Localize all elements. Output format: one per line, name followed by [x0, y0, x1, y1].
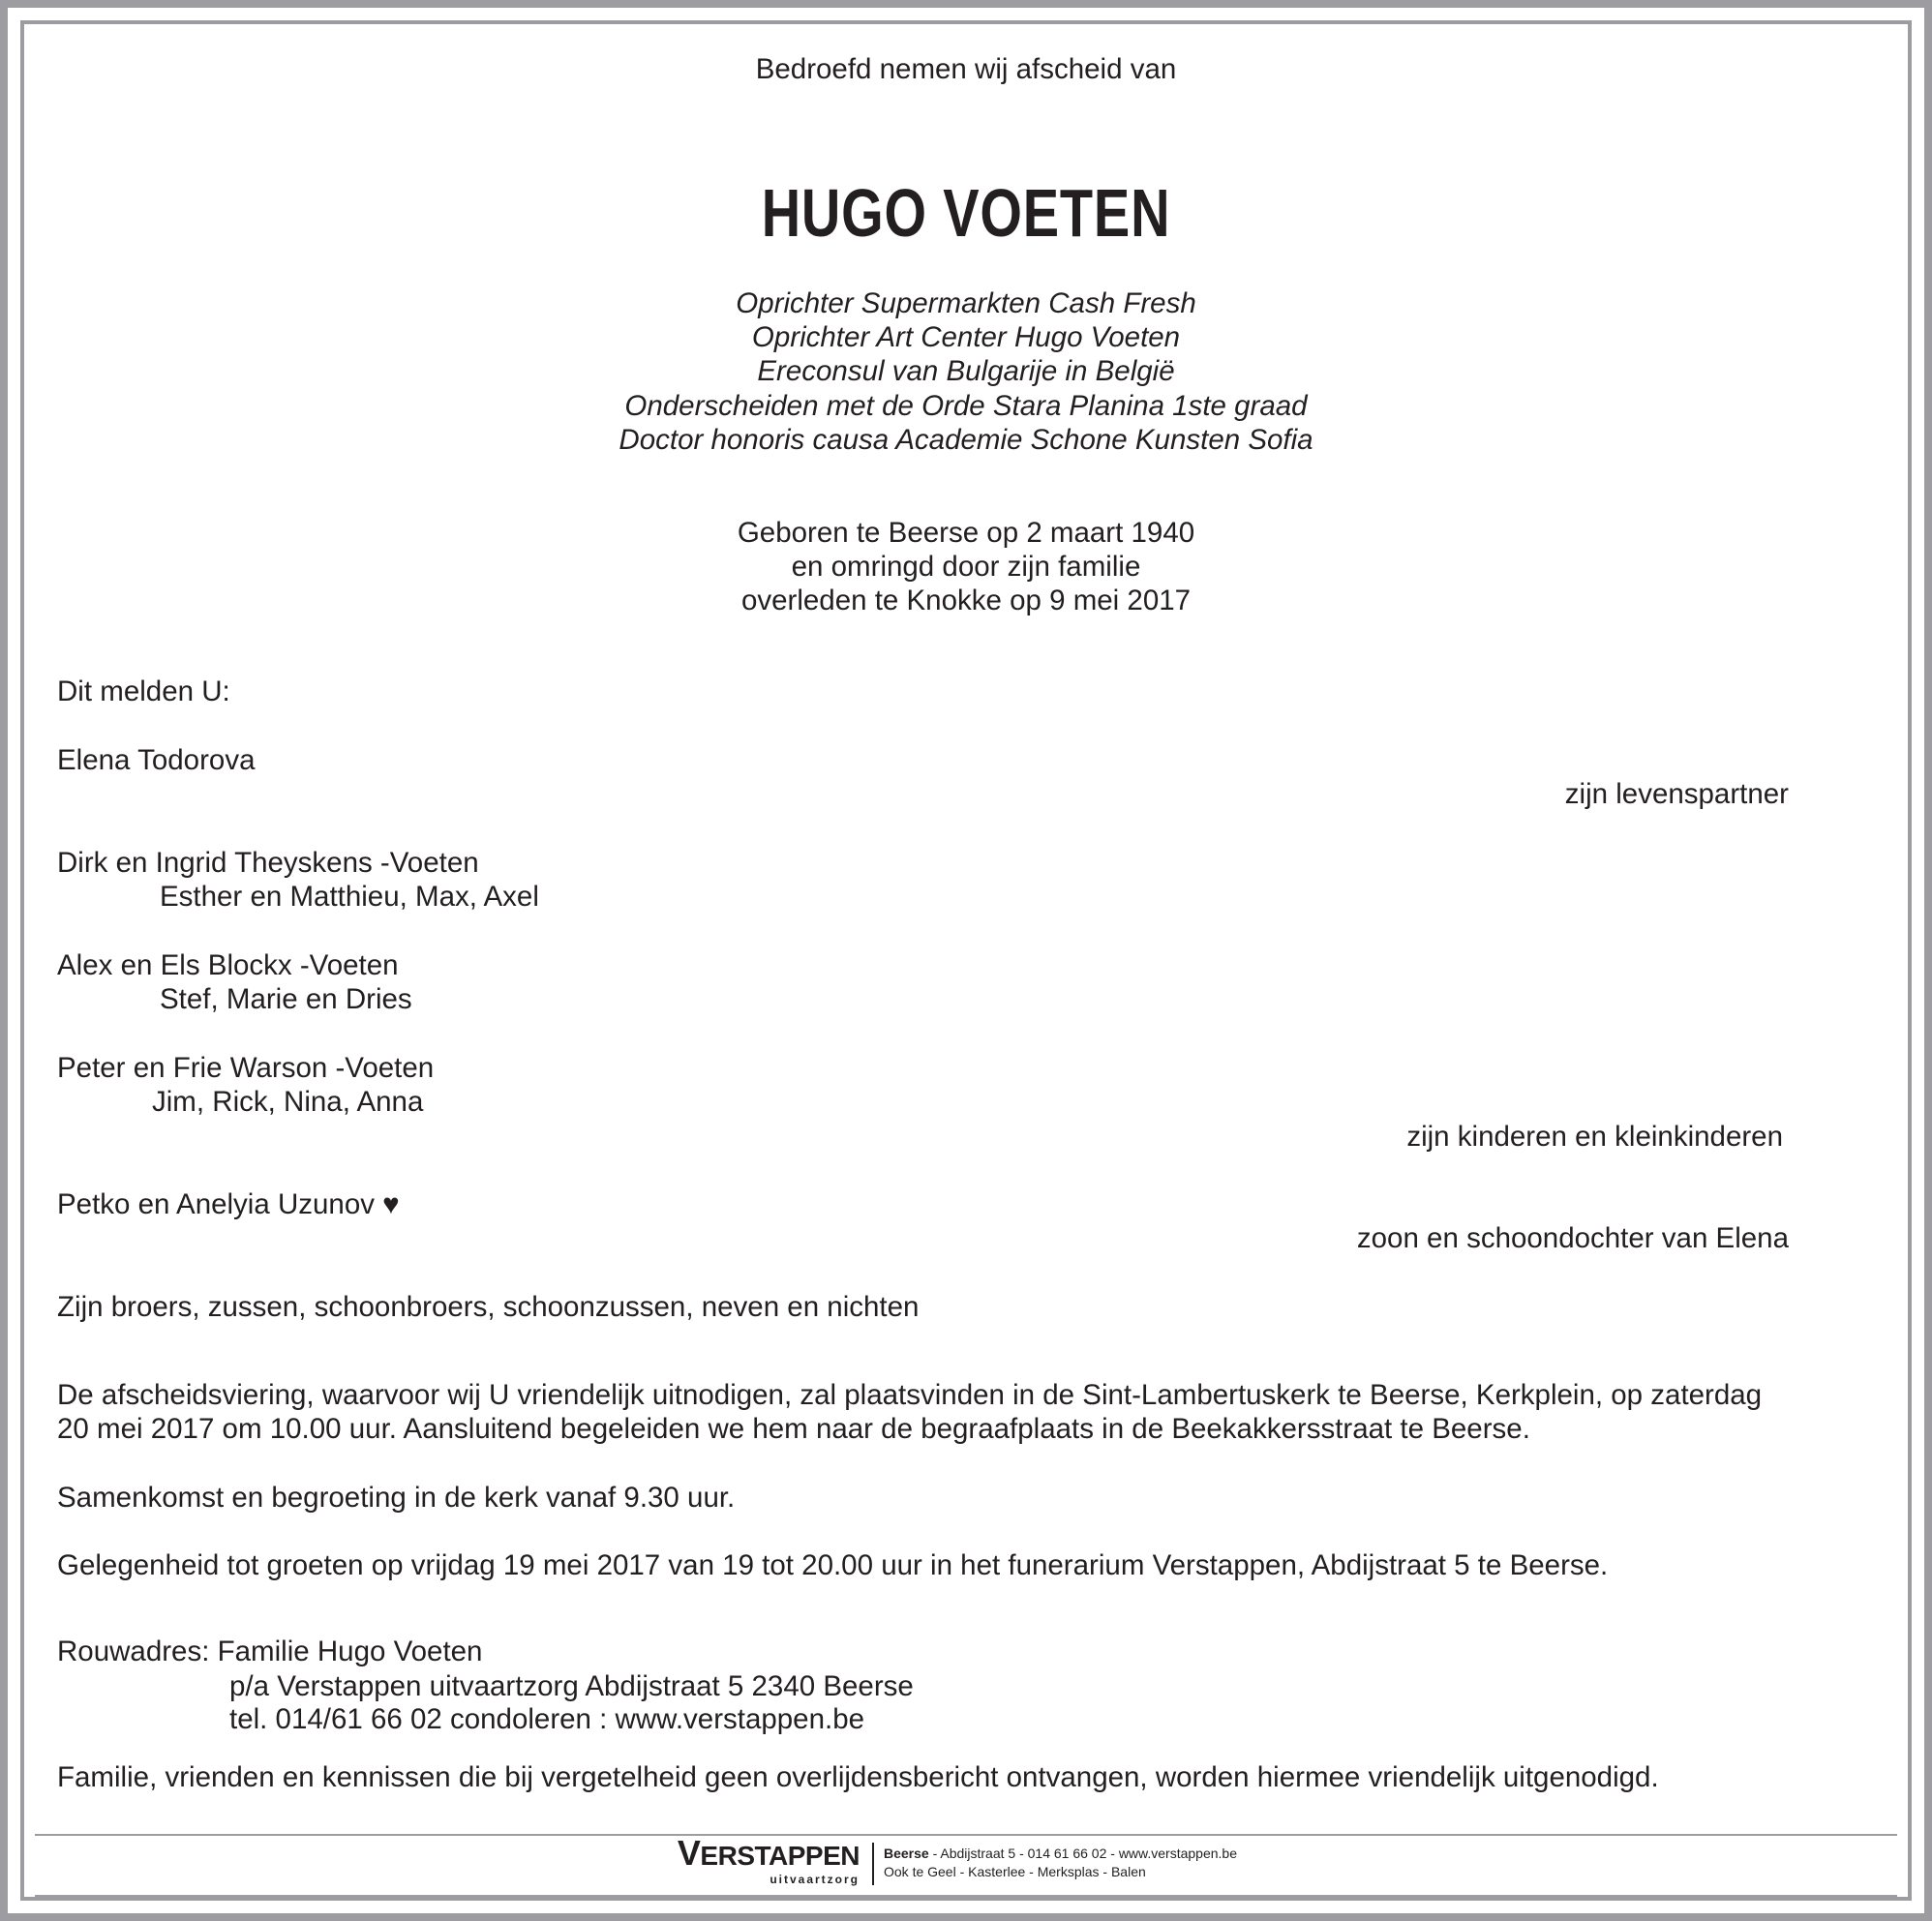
bottom-divider	[35, 1895, 1897, 1897]
grandchildren: Esther en Matthieu, Max, Axel	[160, 881, 539, 913]
date-line: overleden te Knokke op 9 mei 2017	[740, 585, 1192, 616]
child-family: Dirk en Ingrid Theyskens -Voeten	[57, 847, 479, 879]
footer-locations: Ook te Geel - Kasterlee - Merksplas - Balen	[884, 1864, 1146, 1879]
verstappen-logo: VERSTAPPEN uitvaartzorg	[677, 1833, 860, 1886]
service-line: 20 mei 2017 om 10.00 uur. Aansluitend begeleiden we hem naar de begraafplaats in de Beekakkersstraat te Beerse.	[57, 1413, 1530, 1445]
title-line: Oprichter Supermarkten Cash Fresh	[736, 287, 1196, 319]
address-line: p/a Verstappen uitvaartzorg Abdijstraat 5 2340 Beerse	[229, 1670, 914, 1702]
title-line: Onderscheiden met de Orde Stara Planina 1ste graad	[624, 390, 1308, 422]
title-line: Doctor honoris causa Academie Schone Kunsten Sofia	[619, 424, 1313, 456]
title-line: Oprichter Art Center Hugo Voeten	[751, 321, 1181, 353]
footer-divider	[35, 1834, 1897, 1836]
child-family: Alex en Els Blockx -Voeten	[57, 949, 399, 981]
grandchildren: Stef, Marie en Dries	[160, 983, 412, 1015]
visit-text: Gelegenheid tot groeten op vrijdag 19 mei 2017 van 19 tot 20.00 uur in het funerarium Verstappen, Abdijstraat 5 te Beerse.	[57, 1549, 1609, 1581]
other-relatives: Zijn broers, zussen, schoonbroers, schoonzussen, neven en nichten	[57, 1291, 920, 1323]
grandchildren: Jim, Rick, Nina, Anna	[152, 1086, 424, 1118]
son-role: zoon en schoondochter van Elena	[1356, 1222, 1789, 1254]
child-family: Peter en Frie Warson -Voeten	[57, 1052, 435, 1084]
service-line: De afscheidsviering, waarvoor wij U vriendelijk uitnodigen, zal plaatsvinden in de Sint-Lambertuskerk te Beerse, Kerkplein, op zaterdag	[57, 1379, 1763, 1411]
closing-text: Familie, vrienden en kennissen die bij vergetelheid geen overlijdensbericht ontvangen, worden hiermee vriendelijk uitgenodigd.	[57, 1761, 1659, 1793]
son-family: Petko en Anelyia Uzunov ♥	[57, 1188, 400, 1220]
intro-text: Bedroefd nemen wij afscheid van	[755, 53, 1177, 85]
address-line: tel. 014/61 66 02 condoleren : www.verstappen.be	[229, 1703, 865, 1735]
address-line: Rouwadres: Familie Hugo Voeten	[57, 1636, 483, 1667]
date-line: en omringd door zijn familie	[791, 551, 1141, 583]
gathering-text: Samenkomst en begroeting in de kerk vanaf 9.30 uur.	[57, 1482, 736, 1514]
title-line: Ereconsul van Bulgarije in België	[757, 355, 1175, 387]
footer-contact: Beerse - Abdijstraat 5 - 014 61 66 02 - www.verstappen.be	[884, 1846, 1237, 1861]
footer-separator	[872, 1843, 874, 1885]
partner-name: Elena Todorova	[57, 744, 256, 776]
announce-text: Dit melden U:	[57, 675, 230, 707]
date-line: Geboren te Beerse op 2 maart 1940	[737, 517, 1195, 549]
children-role: zijn kinderen en kleinkinderen	[1406, 1121, 1783, 1153]
deceased-name: HUGO VOETEN	[761, 175, 1171, 251]
partner-role: zijn levenspartner	[1564, 778, 1789, 810]
